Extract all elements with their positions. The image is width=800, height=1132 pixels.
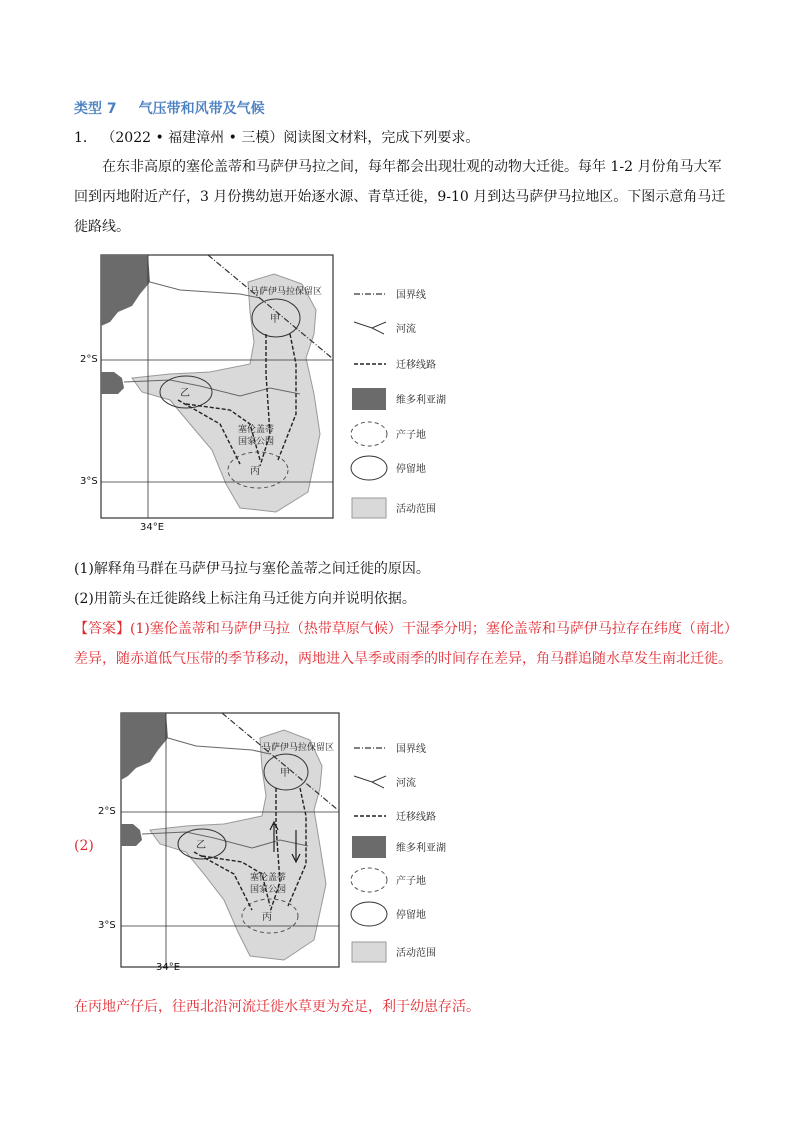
park-label-2: 国家公园 bbox=[250, 885, 287, 895]
legend-range-label: 活动范围 bbox=[396, 504, 436, 515]
victoria-lake-south bbox=[101, 372, 124, 394]
legend-range-symbol bbox=[352, 942, 386, 962]
activity-range bbox=[150, 730, 326, 960]
question-source: （2022 • 福建漳州 • 三模）阅读图文材料，完成下列要求。 bbox=[101, 130, 480, 146]
park-label-1: 塞伦盖蒂 bbox=[238, 425, 275, 435]
legend-lake-symbol bbox=[352, 836, 386, 858]
legend-birth-symbol bbox=[351, 868, 387, 892]
sub-question-2: (2)用箭头在迁徙路线上标注角马迁徙方向并说明依据。 bbox=[74, 591, 416, 607]
map2-lon-label: 34°E bbox=[156, 962, 181, 973]
map1-lon-label: 34°E bbox=[140, 522, 165, 533]
answer-part-2-label: (2) bbox=[74, 838, 94, 854]
legend bbox=[351, 288, 446, 518]
map1-lat3-label: 3°S bbox=[80, 476, 98, 487]
question-number: 1． bbox=[74, 130, 97, 146]
legend-border-label: 国界线 bbox=[396, 744, 426, 755]
park-label-1: 塞伦盖蒂 bbox=[250, 873, 287, 883]
label-bing: 丙 bbox=[262, 912, 272, 923]
legend-stay-label: 停留地 bbox=[396, 910, 426, 921]
victoria-lake-south bbox=[121, 824, 142, 846]
legend-stay-symbol bbox=[351, 456, 387, 480]
reserve-label: 马萨伊马拉保留区 bbox=[262, 743, 335, 753]
legend-lake-label: 维多利亚湖 bbox=[396, 395, 446, 406]
label-jia: 甲 bbox=[280, 768, 290, 779]
victoria-lake bbox=[101, 255, 150, 326]
migration-map-1 bbox=[100, 254, 472, 522]
legend bbox=[351, 742, 446, 962]
section-title: 气压带和风带及气候 bbox=[138, 101, 265, 117]
label-yi: 乙 bbox=[180, 388, 190, 399]
legend-border-label: 国界线 bbox=[396, 290, 426, 301]
legend-stay-label: 停留地 bbox=[396, 464, 426, 475]
river-1 bbox=[168, 738, 270, 754]
legend-range-label: 活动范围 bbox=[396, 948, 436, 959]
legend-birth-label: 产子地 bbox=[396, 430, 426, 441]
answer-part-2: 在丙地产仔后，往西北沿河流迁徙水草更为充足，利于幼崽存活。 bbox=[74, 999, 480, 1015]
map2-lat2-label: 2°S bbox=[98, 806, 116, 817]
legend-lake-label: 维多利亚湖 bbox=[396, 843, 446, 854]
question-paragraph: 在东非高原的塞伦盖蒂和马萨伊马拉之间，每年都会出现壮观的动物大迁徙。每年 1-2 月份角马大军回到丙地附近产仔，3 月份携幼崽开始逐水源、青草迁徙，9-10 月到达马萨伊马拉地区。下图示意角马迁徙路线。 bbox=[74, 159, 726, 235]
section-heading bbox=[74, 98, 265, 118]
legend-river-label: 河流 bbox=[396, 778, 416, 789]
legend-stay-symbol bbox=[351, 902, 387, 926]
sub-question-1: (1)解释角马群在马萨伊马拉与塞伦盖蒂之间迁徙的原因。 bbox=[74, 561, 430, 577]
label-yi: 乙 bbox=[196, 840, 206, 851]
label-jia: 甲 bbox=[270, 314, 280, 325]
victoria-lake bbox=[121, 713, 168, 780]
map2-lat3-label: 3°S bbox=[98, 920, 116, 931]
migration-map-2 bbox=[120, 712, 492, 972]
reserve-label: 马萨伊马拉保留区 bbox=[250, 287, 323, 297]
legend-birth-symbol bbox=[351, 422, 387, 446]
label-bing: 丙 bbox=[250, 466, 260, 477]
answer-text-1: (1)塞伦盖蒂和马萨伊马拉（热带草原气候）干湿季分明；塞伦盖蒂和马萨伊马拉存在纬度（南北）差异，随赤道低气压带的季节移动，两地进入旱季或雨季的时间存在差异，角马群追随水草发生南北迁徙。 bbox=[74, 621, 732, 667]
legend-route-label: 迁移线路 bbox=[396, 360, 436, 371]
legend-lake-symbol bbox=[352, 388, 386, 410]
park-label-2: 国家公园 bbox=[238, 437, 275, 447]
section-type: 类型 7 bbox=[74, 101, 117, 117]
legend-river-symbol bbox=[354, 322, 386, 334]
answer-label: 【答案】 bbox=[74, 621, 130, 637]
map1-lat2-label: 2°S bbox=[80, 354, 98, 365]
legend-route-label: 迁移线路 bbox=[396, 812, 436, 823]
legend-birth-label: 产子地 bbox=[396, 876, 426, 887]
legend-range-symbol bbox=[352, 498, 386, 518]
question-header bbox=[74, 127, 479, 147]
legend-river-symbol bbox=[354, 776, 386, 788]
legend-river-label: 河流 bbox=[396, 324, 416, 335]
answer-part-1 bbox=[74, 614, 734, 674]
